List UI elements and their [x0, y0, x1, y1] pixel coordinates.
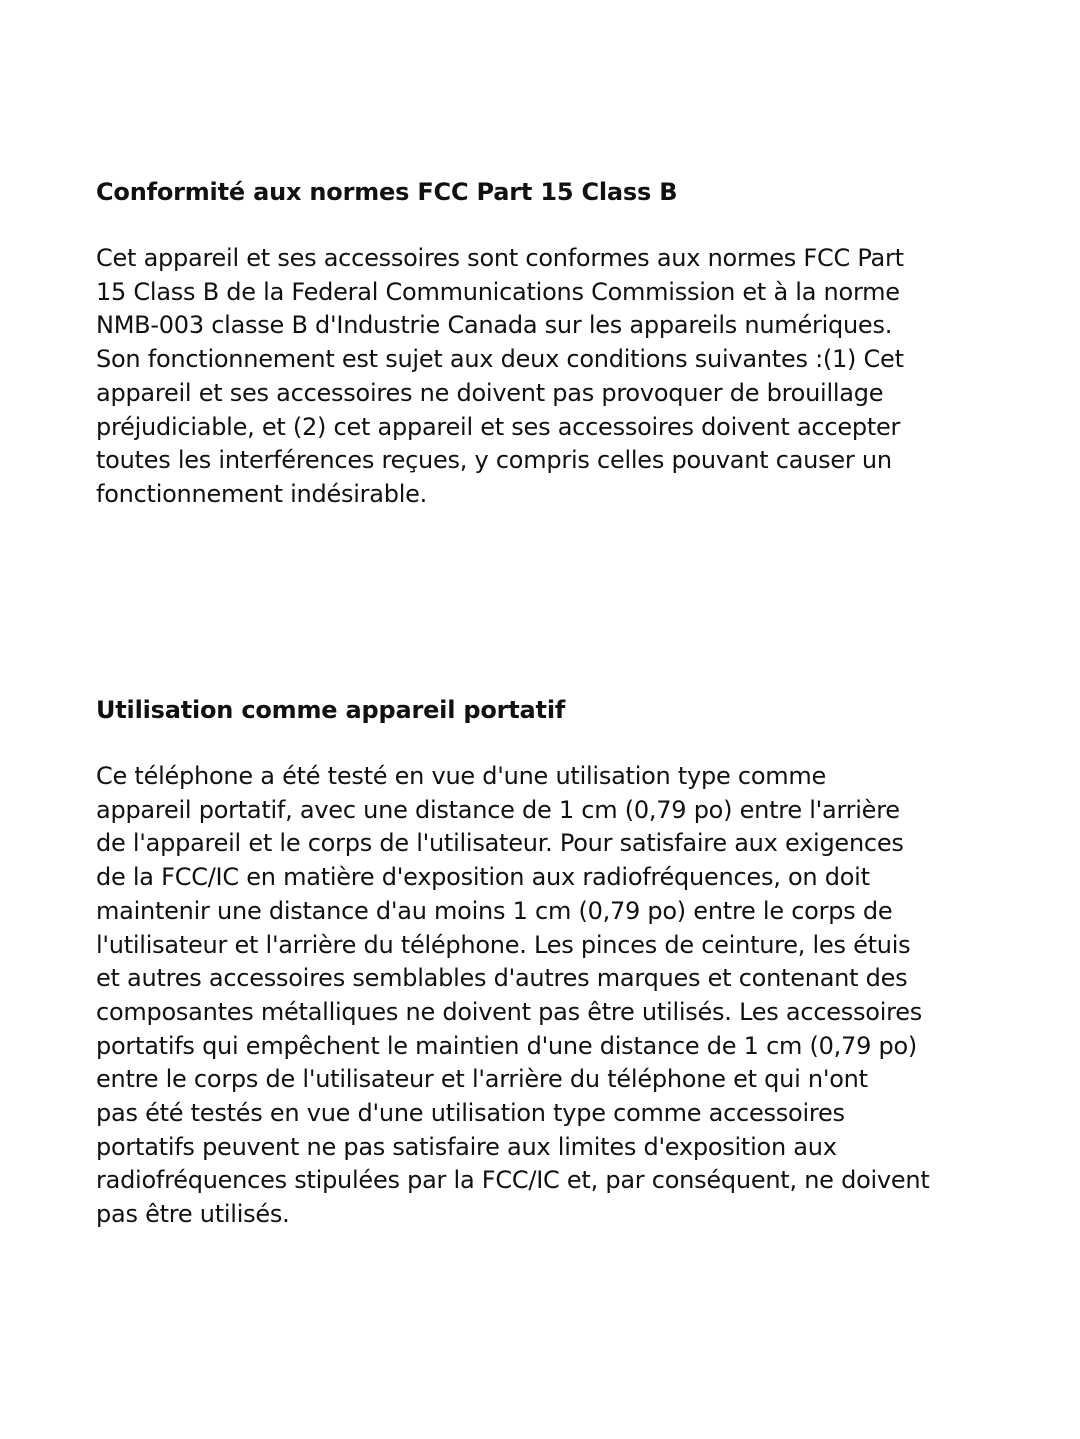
paragraph-line: Cet appareil et ses accessoires sont conformes aux normes FCC Part [96, 244, 904, 272]
section-title-portable-use: Utilisation comme appareil portatif [96, 696, 566, 724]
paragraph-line: fonctionnement indésirable. [96, 479, 428, 508]
paragraph-line: l'utilisateur et l'arrière du téléphone. Les pinces de ceinture, les étuis [96, 930, 911, 959]
paragraph-line: pas être utilisés. [96, 1200, 290, 1229]
paragraph-line: entre le corps de l'utilisateur et l'arrière du téléphone et qui n'ont [96, 1065, 868, 1094]
paragraph-line: 15 Class B de la Federal Communications Commission et à la norme [96, 277, 900, 306]
section-body-fcc-compliance [96, 242, 904, 512]
paragraph-line: composantes métalliques ne doivent pas être utilisés. Les accessoires [96, 997, 922, 1026]
paragraph-line: NMB-003 classe B d'Industrie Canada sur les appareils numériques. [96, 311, 893, 340]
paragraph-line: maintenir une distance d'au moins 1 cm (0,79 po) entre le corps de [96, 896, 893, 925]
paragraph-line: appareil portatif, avec une distance de 1 cm (0,79 po) entre l'arrière [96, 795, 900, 824]
paragraph-line: radiofréquences stipulées par la FCC/IC et, par conséquent, ne doivent [96, 1166, 930, 1195]
paragraph-line: toutes les interférences reçues, y compris celles pouvant causer un [96, 446, 892, 475]
paragraph-line: de l'appareil et le corps de l'utilisateur. Pour satisfaire aux exigences [96, 829, 904, 858]
paragraph-line: portatifs qui empêchent le maintien d'une distance de 1 cm (0,79 po) [96, 1031, 917, 1060]
section-body-portable-use [96, 760, 930, 1232]
paragraph-line: Ce téléphone a été testé en vue d'une utilisation type comme [96, 762, 827, 790]
paragraph-line: portatifs peuvent ne pas satisfaire aux limites d'exposition aux [96, 1132, 837, 1161]
paragraph-line: appareil et ses accessoires ne doivent pas provoquer de brouillage [96, 378, 884, 407]
section-title-fcc-compliance: Conformité aux normes FCC Part 15 Class B [96, 178, 678, 206]
paragraph-line: et autres accessoires semblables d'autres marques et contenant des [96, 964, 908, 993]
paragraph-line: pas été testés en vue d'une utilisation type comme accessoires [96, 1099, 845, 1128]
paragraph-line: préjudiciable, et (2) cet appareil et ses accessoires doivent accepter [96, 412, 901, 441]
paragraph-line: de la FCC/IC en matière d'exposition aux radiofréquences, on doit [96, 863, 870, 892]
paragraph-line: Son fonctionnement est sujet aux deux conditions suivantes :(1) Cet [96, 345, 904, 374]
